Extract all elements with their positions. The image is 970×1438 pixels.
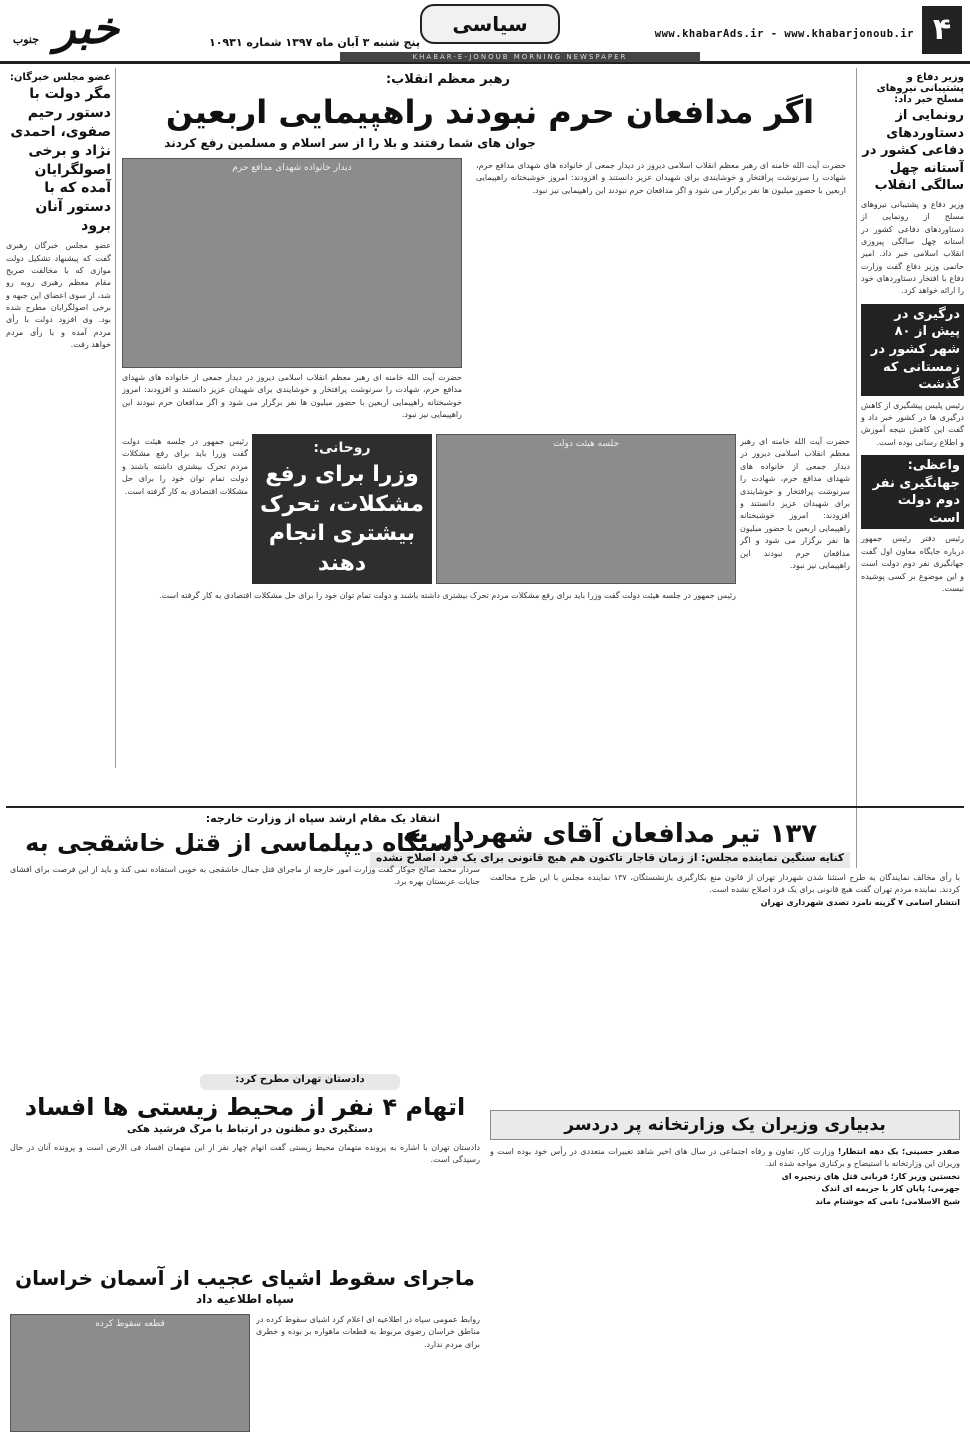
newspaper-logo: [6, 4, 126, 56]
rouhani-headline-box[interactable]: [252, 434, 432, 584]
ministers-body: [490, 1146, 960, 1432]
conflict-headline[interactable]: درگیری در پیش از ۸۰ شهر کشور در زمستانی که گذشت: [861, 304, 964, 396]
ministers-headline[interactable]: بدبیاری وزیران یک وزارتخانه پر دردسر: [490, 1110, 960, 1140]
tir137-body-text: با رأی مخالف نمایندگان به طرح استثنا شدن شهردار تهران از قانون منع بکارگیری بازنشستگان، ۱۳۷ نماینده مجلس با این طرح مخالفت کردند. نماینده مردم تهران گفت هیچ قانونی برای یک فرد اصلاح نشده است.: [490, 873, 960, 895]
ministers-inline-head-4: شیخ الاسلامی؛ نامی که خوشنام ماند: [815, 1196, 960, 1206]
tir137-inline-head: انتشار اسامی ۷ گزینه نامزد تصدی شهرداری تهران: [760, 897, 960, 907]
diplomacy-headline[interactable]: دستگاه دیپلماسی از قتل خاشقجی به: [25, 829, 465, 857]
rouhani-photo-caption: جلسه هیئت دولت: [552, 439, 620, 449]
ministers-body-text: وزارت کار، تعاون و رفاه اجتماعی در سال های اخیر شاهد تغییرات متعددی در رأس خود بوده است و وزیران این وزارتخانه با استیضاح و برکناری مواجه شده اند.: [490, 1147, 960, 1169]
right-column: [856, 68, 964, 868]
diplomacy-body: سردار محمد صالح جوکار گفت وزارت امور خارجه از ماجرای قتل جمال خاشقجی به خوبی استفاده نمی کند و باید از این فرصت برای افشای جنایات عربستان بهره برد.: [10, 865, 480, 887]
rouhani-photo: [436, 434, 736, 584]
tir137-body: [490, 872, 960, 1072]
sky-photo-caption: قطعه سقوط کرده: [95, 1319, 165, 1329]
defense-headline[interactable]: رونمایی از دستاوردهای دفاعی کشور در آستانه چهل سالگی انقلاب: [862, 108, 964, 194]
vaezi-body: رئیس دفتر رئیس جمهور درباره جایگاه معاون اول گفت جهانگیری نفر دوم دولت است و این موضوع بر کسی پوشیده نیست.: [861, 534, 964, 593]
divider: [6, 806, 964, 808]
sky-subhead: سپاه اطلاعیه داد: [196, 1292, 294, 1306]
ministers-inline-head-2: نخستین وزیر کار؛ قربانی قتل های زنجیره ای: [781, 1171, 960, 1181]
sky-body: روابط عمومی سپاه در اطلاعیه ای اعلام کرد اشیای سقوط کرده در مناطق خراسان رضوی مربوط به قطعات ماهواره بر بوده و خطری برای مردم ندارد.: [256, 1315, 480, 1349]
defense-body: وزیر دفاع و پشتیبانی نیروهای مسلح از رونمایی از دستاوردهای دفاعی کشور در آستانه چهل سالگی پیروزی انقلاب اسلامی خبر داد. امیر حاتمی وزیر دفاع گفت وزارت دفاع با افتخار دستاوردهای خود را ارائه خواهد کرد.: [861, 199, 964, 296]
ministers-inline-head-1: صفدر حسینی؛ یک دهه انتظار!: [837, 1147, 960, 1156]
lead-body-cont: حضرت آیت الله خامنه ای رهبر معظم انقلاب اسلامی دیروز در دیدار جمعی از خانواده های شهدای مدافع حرم، شهادت را سرنوشت پرافتخار و خوشایندی برای شهیدان عزیز دانستند و افزودند: امروز خوشبختانه راهپیمایی اربعین با حضور میلیون ها نفر برگزار می شود و اگر مدافعان حرم نبودند این راهپیمایی نیز نبود.: [122, 373, 462, 420]
rouhani-kicker: روحانی:: [313, 440, 371, 456]
sky-headline[interactable]: ماجرای سقوط اشیای عجیب از آسمان خراسان: [15, 1266, 475, 1290]
page-number: ۴: [922, 6, 962, 54]
tehran-body: دادستان تهران با اشاره به پرونده متهمان محیط زیستی گفت اتهام چهار نفر از این متهمان افساد فی الارض است و پرونده آنان در حال رسیدگی است.: [10, 1143, 480, 1165]
ministers-inline-head-3: جهرمی؛ پایان کار با جریمه ای اندک: [821, 1184, 960, 1194]
tehran-subhead: دستگیری دو مظنون در ارتباط با مرگ فرشید هکی: [127, 1124, 373, 1135]
vaezi-headline[interactable]: واعظی: جهانگیری نفر دوم دولت است: [861, 455, 964, 529]
diplomacy-kicker: انتقاد یک مقام ارشد سپاه از وزارت خارجه:: [205, 812, 440, 825]
conflict-body: رئیس پلیس پیشگیری از کاهش درگیری ها در کشور خبر داد و گفت این کاهش نتیجه آموزش و اطلاع رسانی بوده است.: [861, 400, 964, 447]
masthead-strip: KHABAR-E-JONOUB MORNING NEWSPAPER: [340, 52, 700, 62]
tir137-headline[interactable]: ۱۳۷ تیر مدافعان آقای شهردار به: [402, 819, 818, 849]
sky-photo: [10, 1314, 250, 1432]
left-column: [6, 68, 116, 768]
defense-kicker: وزیر دفاع و پشتیبانی نیروهای مسلح خبر داد:: [876, 72, 964, 105]
lead-photo: [122, 158, 462, 368]
lead-kicker: رهبر معظم انقلاب:: [385, 72, 510, 87]
lead-headline[interactable]: اگر مدافعان حرم نبودند راهپیمایی اربعین: [165, 93, 815, 131]
rouhani-headline: وزرا برای رفع مشکلات، تحرک بیشتری انجام دهند: [260, 462, 424, 577]
khobregan-headline[interactable]: مگر دولت با دستور رحیم صفوی، احمدی نژاد و برخی اصولگرایان آمده که با دستور آنان برود: [10, 86, 111, 235]
lead-photo-caption: دیدار خانواده شهدای مدافع حرم: [232, 163, 352, 173]
lead-subhead: جوان های شما رفتند و بلا را از سر اسلام و مسلمین رفع کردند: [164, 136, 536, 150]
lead-body: حضرت آیت الله خامنه ای رهبر معظم انقلاب اسلامی دیروز در دیدار جمعی از خانواده های شهدای مدافع حرم، شهادت را سرنوشت پرافتخار و خوشایندی برای شهیدان عزیز دانستند و افزودند: امروز خوشبختانه راهپیمایی اربعین با حضور میلیون ها نفر برگزار می شود و اگر مدافعان حرم نبودند این راهپیمایی نیز نبود.: [476, 161, 846, 195]
website[interactable]: www.khabarAds.ir - www.khabarjonoub.ir: [654, 28, 914, 40]
section-label: سیاسی: [420, 4, 560, 44]
khobregan-body: عضو مجلس خبرگان رهبری گفت که پیشنهاد تشکیل دولت موازی که با مخالفت صریح مقام معظم رهبری روبه رو شد، از سوی اعضای این جبهه و برخی اصولگرایان مطرح شده بود. وی افزود دولت با رأی مردم آمده و با رأی مردم خواهد رفت.: [6, 241, 111, 350]
khobregan-kicker: عضو مجلس خبرگان:: [9, 72, 111, 83]
rouhani-body-a: رئیس جمهور در جلسه هیئت دولت گفت وزرا باید برای رفع مشکلات مردم تحرک بیشتری داشته باشند و دولت تمام توان خود را برای حل مشکلات اقتصادی به کار گرفته است.: [122, 437, 248, 496]
lead-side-body: حضرت آیت الله خامنه ای رهبر معظم انقلاب اسلامی دیروز در دیدار جمعی از خانواده های شهدای مدافع حرم، شهادت را سرنوشت پرافتخار و خوشایندی برای شهیدان عزیز دانستند و افزودند: امروز خوشبختانه راهپیمایی اربعین با حضور میلیون ها نفر برگزار می شود و اگر مدافعان حرم نبودند این راهپیمایی نیز نبود.: [740, 437, 850, 570]
logo-sub: جنوب: [12, 33, 40, 46]
logo-text: خبر: [54, 4, 120, 54]
issue-date: پنج شنبه ۳ آبان ماه ۱۳۹۷ شماره ۱۰۹۳۱: [209, 36, 420, 49]
tehran-headline[interactable]: اتهام ۴ نفر از محیط زیستی ها افساد: [24, 1093, 466, 1121]
tir137-subhead: کنایه سنگین نماینده مجلس: از زمان قاجار تاکنون هم هیچ قانونی برای یک فرد اصلاح نشده: [370, 852, 850, 868]
rouhani-body-b: رئیس جمهور در جلسه هیئت دولت گفت وزرا باید برای رفع مشکلات مردم تحرک بیشتری داشته باشند و دولت تمام توان خود را برای حل مشکلات اقتصادی به کار گرفته است.: [159, 591, 736, 600]
tehran-kicker: دادستان تهران مطرح کرد:: [200, 1074, 400, 1090]
